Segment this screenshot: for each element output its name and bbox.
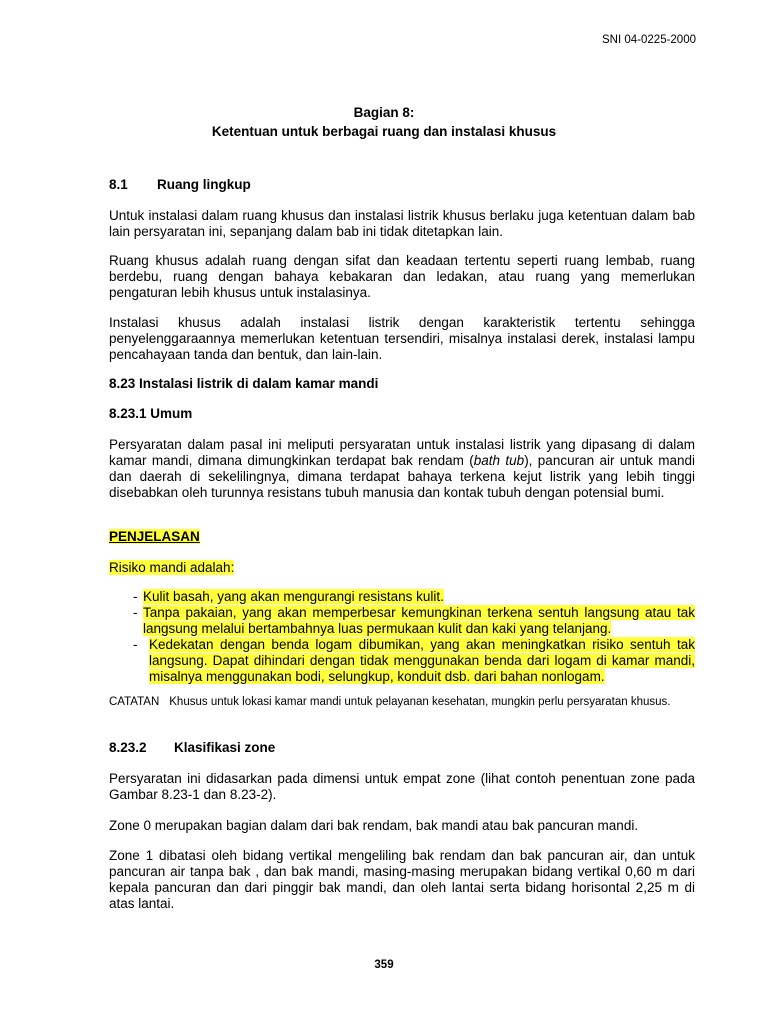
italic-term: bath tub: [473, 453, 525, 468]
note: [109, 695, 695, 710]
risk-intro: [109, 560, 695, 576]
note-text: Khusus untuk lokasi kamar mandi untuk pelayanan kesehatan, mungkin perlu persyaratan khusus.: [169, 696, 671, 708]
penjelasan-label: PENJELASAN: [109, 529, 200, 544]
section-title: Klasifikasi zone: [174, 740, 276, 755]
section-8-1-heading: [109, 177, 695, 193]
standard-code: SNI 04-0225-2000: [602, 34, 696, 46]
paragraph: Persyaratan ini didasarkan pada dimensi untuk empat zone (lihat contoh penentuan zone pada Gambar 8.23-1 dan 8.23-2).: [109, 771, 695, 802]
chapter-title: Bagian 8:: [353, 105, 415, 120]
note-label: CATATAN: [109, 696, 160, 708]
paragraph: Instalasi khusus adalah instalasi listrik dengan karakteristik tertentu sehingga penyelenggaraannya memerlukan ketentuan tersendiri, misalnya instalasi derek, instalasi lampu pencahayaan tanda dan bentuk, dan lain-lain.: [109, 315, 695, 362]
paragraph: Ruang khusus adalah ruang dengan sifat dan keadaan tertentu seperti ruang lembab, ruang berdebu, ruang dengan bahaya kebakaran dan ledakan, atau ruang yang memerlukan pengaturan lebih khusus untuk instalasinya.: [109, 253, 695, 300]
paragraph: [109, 437, 695, 501]
penjelasan-heading: [109, 529, 695, 545]
section-title: Ruang lingkup: [157, 177, 251, 192]
list-item: - Kedekatan dengan benda logam dibumikan, yang akan meningkatkan risiko sentuh tak langsung. Dapat dihindari dengan tidak menggunakan benda dari logam di kamar mandi, misalnya menggunakan bodi, selungkup, konduit dsb. dari bahan nonlogam.: [133, 637, 695, 684]
paragraph: Zone 0 merupakan bagian dalam dari bak rendam, bak mandi atau bak pancuran mandi.: [109, 818, 639, 833]
paragraph-text: Persyaratan dalam pasal ini meliputi persyaratan untuk instalasi listrik yang dipasang di dalam kamar mandi, dimana dimungkinkan terdapat bak rendam (: [109, 437, 695, 468]
section-number: 8.23.2: [109, 740, 147, 755]
risk-list: [109, 589, 695, 685]
page-number: 359: [374, 959, 394, 971]
paragraph: Untuk instalasi dalam ruang khusus dan instalasi listrik khusus berlaku juga ketentuan dalam bab lain persyaratan ini, sepanjang dalam bab ini tidak ditetapkan lain.: [109, 208, 695, 239]
section-8-23-heading: 8.23 Instalasi listrik di dalam kamar mandi: [109, 376, 379, 391]
chapter-subtitle: Ketentuan untuk berbagai ruang dan instalasi khusus: [211, 124, 557, 139]
chapter-heading: [0, 103, 768, 141]
paragraph: Zone 1 dibatasi oleh bidang vertikal mengeliling bak rendam dan bak pancuran air, dan untuk pancuran air tanpa bak , dan bak mandi, masing-masing merupakan bidang vertikal 0,60 m dari kepala pancuran dan dari pinggir bak mandi, dan oleh lantai serta bidang horisontal 2,25 m di atas lantai.: [109, 848, 695, 911]
list-item: - Tanpa pakaian, yang akan memperbesar kemungkinan terkena sentuh langsung atau tak langsung melalui bertambahnya luas permukaan kulit dan kaki yang telanjang.: [133, 605, 695, 636]
paragraph-text: ), pancuran air untuk mandi dan daerah di sekelilingnya, dimana terdapat bahaya terkena kejut listrik yang lebih tinggi disebabkan oleh turunnya resistans tubuh manusia dan kontak tubuh dengan potensial bumi.: [109, 453, 696, 500]
risk-intro-text: Risiko mandi adalah:: [109, 560, 235, 575]
section-8-23-2-heading: [109, 740, 695, 756]
section-8-23-1-heading: 8.23.1 Umum: [109, 406, 193, 421]
list-item: - Kulit basah, yang akan mengurangi resistans kulit.: [133, 589, 444, 604]
section-number: 8.1: [109, 177, 128, 192]
